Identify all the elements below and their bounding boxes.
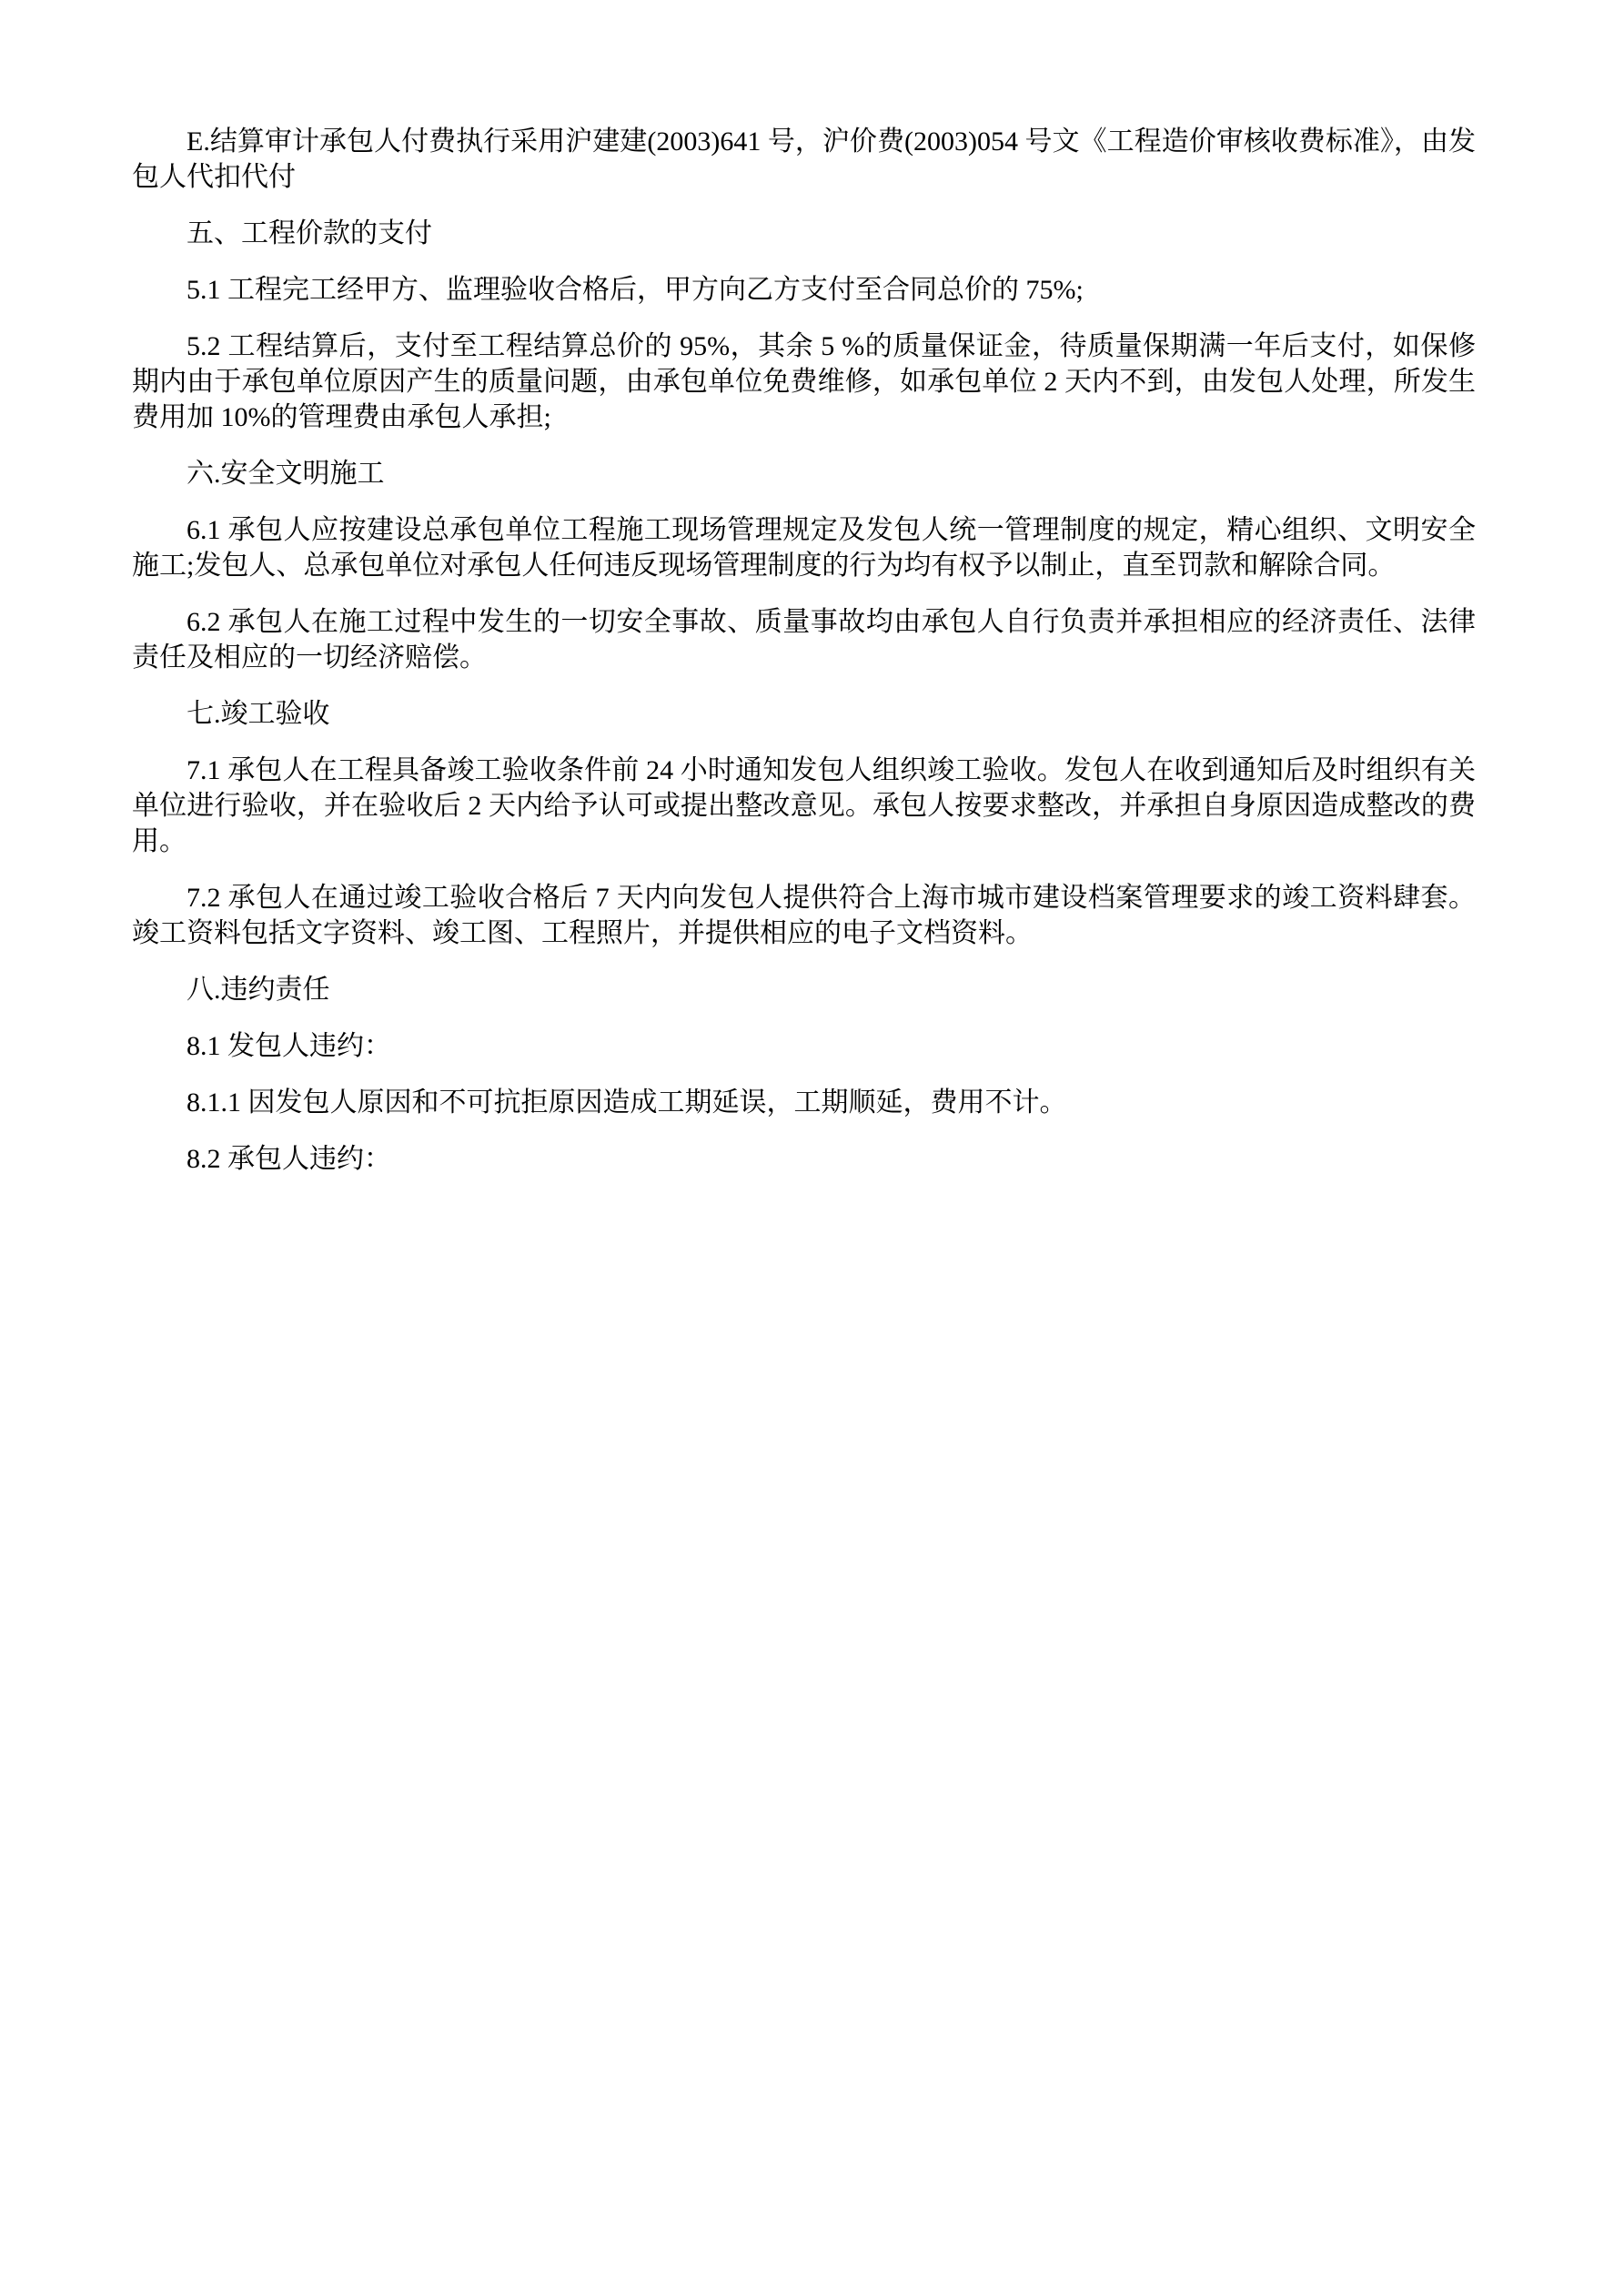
clause-7-1: 7.1 承包人在工程具备竣工验收条件前 24 小时通知发包人组织竣工验收。发包人在收到通知后及时组织有关单位进行验收，并在验收后 2 天内给予认可或提出整改意见。承包人按要求整改，并承担自身原因造成整改的费用。 [132, 755, 1476, 856]
clause-7-2: 7.2 承包人在通过竣工验收合格后 7 天内向发包人提供符合上海市城市建设档案管理要求的竣工资料肆套。竣工资料包括文字资料、竣工图、工程照片，并提供相应的电子文档资料。 [132, 883, 1476, 948]
clause-5-1: 5.1 工程完工经甲方、监理验收合格后，甲方向乙方支付至合同总价的 75%; [187, 275, 1084, 305]
clause-8-1-1: 8.1.1 因发包人原因和不可抗拒原因造成工期延误，工期顺延，费用不计。 [187, 1087, 1067, 1118]
clause-5-2: 5.2 工程结算后，支付至工程结算总价的 95%，其余 5 %的质量保证金，待质量保期满一年后支付，如保修期内由于承包单位原因产生的质量问题，由承包单位免费维修，如承包单位 2 天内不到，由发包人处理，所发生费用加 10%的管理费由承包人承担; [132, 331, 1476, 432]
section-heading-8-breach: 八.违约责任 [187, 975, 330, 1005]
clause-8-1: 8.1 发包人违约： [187, 1031, 391, 1061]
section-heading-7-acceptance: 七.竣工验收 [187, 699, 330, 729]
section-heading-5-payment: 五、工程价款的支付 [187, 218, 432, 248]
clause-6-1: 6.1 承包人应按建设总承包单位工程施工现场管理规定及发包人统一管理制度的规定，精心组织、文明安全施工;发包人、总承包单位对承包人任何违反现场管理制度的行为均有权予以制止，直至罚款和解除合同。 [132, 515, 1476, 581]
clause-8-2: 8.2 承包人违约： [187, 1144, 391, 1174]
section-heading-6-safety: 六.安全文明施工 [187, 459, 385, 489]
clause-6-2: 6.2 承包人在施工过程中发生的一切安全事故、质量事故均由承包人自行负责并承担相应的经济责任、法律责任及相应的一切经济赔偿。 [132, 607, 1476, 673]
clause-settlement-audit: E.结算审计承包人付费执行采用沪建建(2003)641 号，沪价费(2003)054 号文《工程造价审核收费标准》，由发包人代扣代付 [132, 126, 1476, 192]
